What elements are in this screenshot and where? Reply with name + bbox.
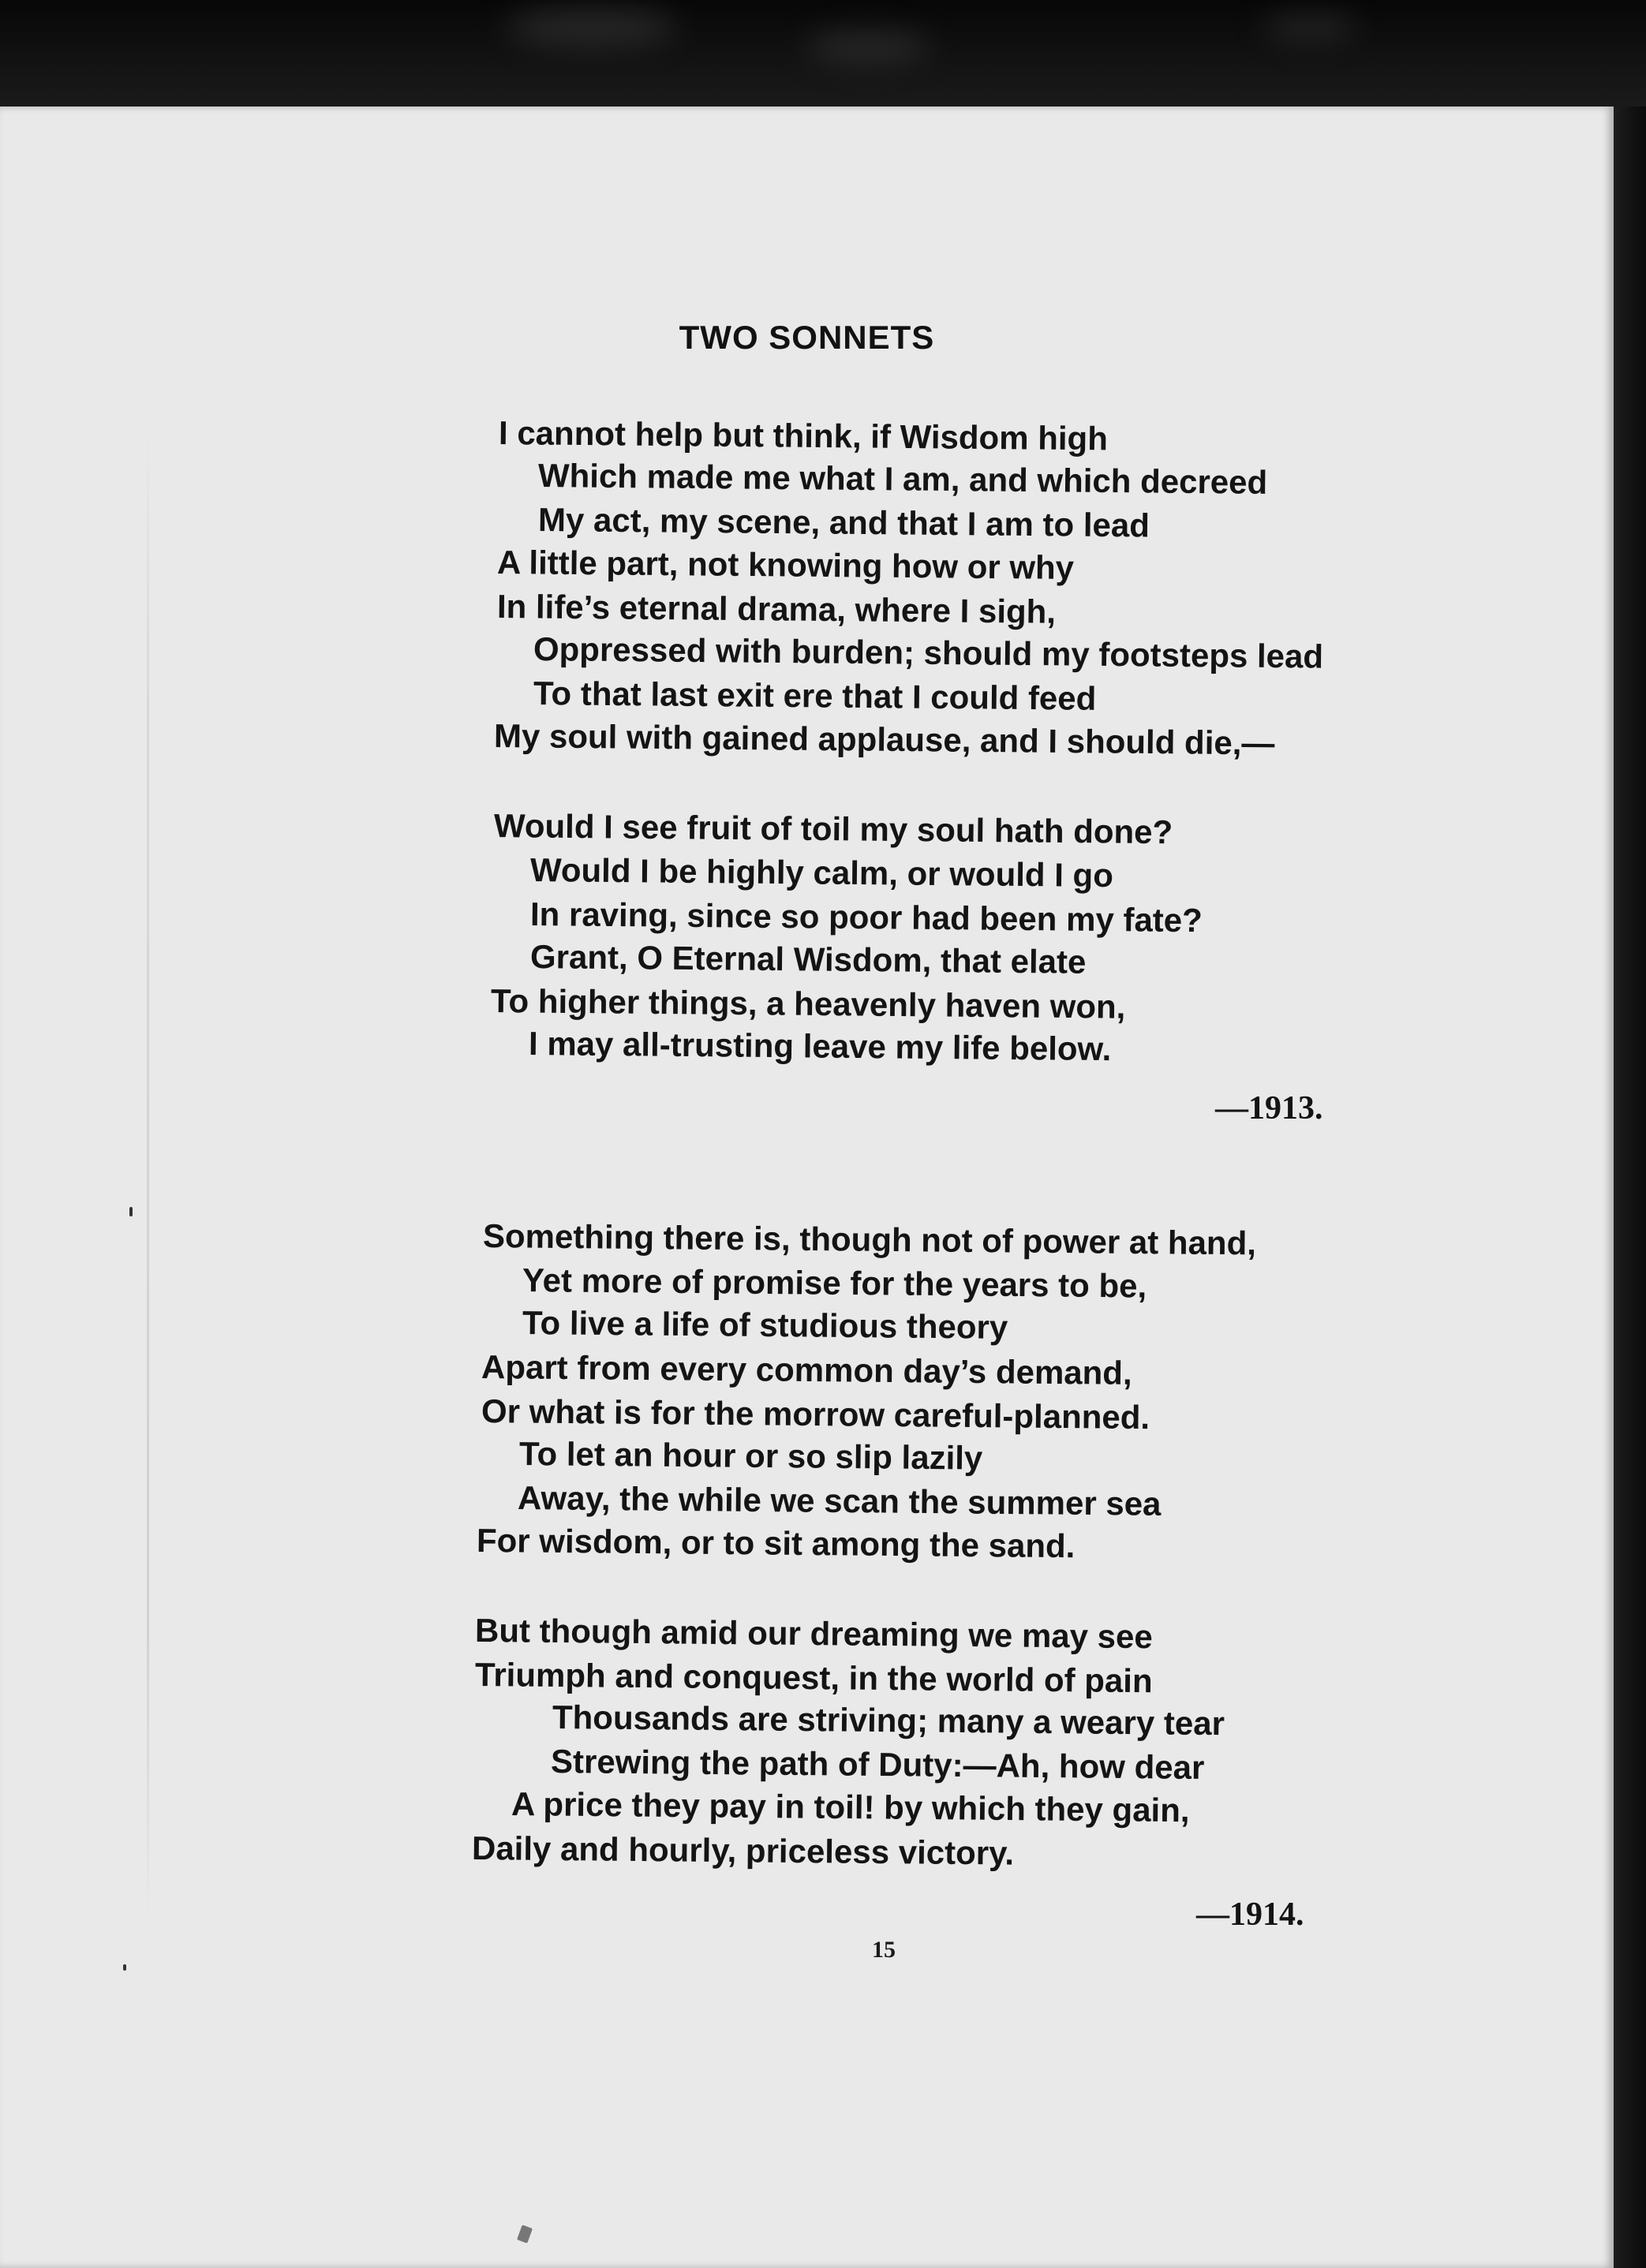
poem-line: In raving, since so poor had been my fate? [529,895,1203,940]
scan-speck [123,1964,126,1971]
poem-line: My soul with gained applause, and I should die,— [493,717,1275,762]
poem-line: But though amid our dreaming we may see [474,1612,1154,1656]
scan-top-border [0,0,1646,106]
poem-line: Strewing the path of Duty:—Ah, how dear [550,1743,1205,1786]
poem-line: For wisdom, or to sit among the sand. [476,1522,1076,1565]
scan-speck [129,1207,133,1216]
poem-line: My act, my scene, and that I am to lead [537,501,1150,544]
poem-line: Daily and hourly, priceless victory. [471,1829,1015,1872]
poem-title: TWO SONNETS [679,319,935,356]
poem-line: To let an hour or so slip lazily [518,1435,983,1477]
poem-line: A price they pay in toil! by which they gain, [511,1785,1190,1829]
poem-line: Would I be highly calm, or would I go [529,851,1114,895]
poem-line: Triumph and conquest, in the world of pain [474,1656,1153,1700]
scan-right-border [1614,106,1646,2268]
poem-line: Something there is, though not of power at hand, [482,1217,1257,1262]
poem-line: To higher things, a heavenly haven won, [490,982,1126,1026]
page-number: 15 [872,1937,896,1963]
poem-line: To that last exit ere that I could feed [533,674,1097,717]
poem-line: A little part, not knowing how or why [496,544,1075,587]
poem-line: Which made me what I am, and which decreed [537,457,1268,501]
poem-line: I may all-trusting leave my life below. [528,1025,1112,1068]
poem-line: Away, the while we scan the summer sea [517,1479,1162,1523]
poem-line: To live a life of studious theory [522,1304,1008,1346]
poem-line: Or what is for the morrow careful-planned. [481,1392,1150,1437]
poem-line: Yet more of promise for the years to be, [522,1261,1147,1305]
poem-line: I cannot help but think, if Wisdom high [498,414,1109,458]
poem-date: —1913. [1215,1090,1323,1127]
poem-line: Grant, O Eternal Wisdom, that elate [529,938,1087,981]
poem-line: Oppressed with burden; should my footsteps lead [533,630,1324,675]
poem-line: Apart from every common day’s demand, [481,1348,1132,1392]
poem-line: Thousands are striving; many a weary tear [552,1698,1225,1743]
poem-date: —1914. [1196,1896,1304,1933]
page-gutter [147,426,149,1925]
poem-line: In life’s eternal drama, where I sigh, [496,588,1057,630]
poem-line: Would I see fruit of toil my soul hath done? [493,807,1173,851]
